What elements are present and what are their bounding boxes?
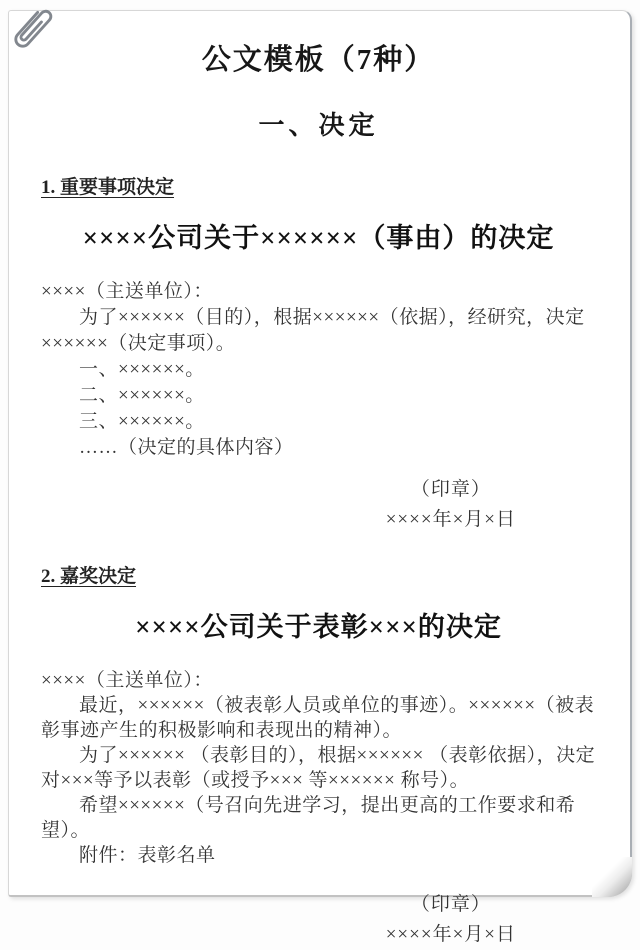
page-curl: [592, 857, 632, 897]
body-paragraph: 希望××××××（号召向先进学习，提出更高的工作要求和希望）。: [41, 795, 576, 841]
template-label-text: 1. 重要事项决定: [41, 177, 175, 198]
template-section-decision: [41, 172, 596, 535]
body-paragraph: 为了×××××× （表彰目的），根据×××××× （表彰依据），决定对×××等予以表彰（或授予××× 等×××××× 称号）。: [41, 745, 596, 791]
list-item: 一、××××××。: [79, 359, 205, 380]
document-paper: [8, 10, 632, 945]
template-label: [41, 172, 596, 199]
date-placeholder: ××××年×月×日: [385, 924, 516, 945]
attachment-line: 附件：表彰名单: [79, 845, 216, 866]
page-title: 公文模板（7种）: [201, 44, 436, 76]
signature-block: [386, 890, 516, 950]
salutation-line: ××××（主送单位）：: [41, 670, 213, 691]
template-body: [41, 668, 596, 868]
list-item: ……（决定的具体内容）: [79, 437, 294, 458]
seal-placeholder: （印章）: [410, 894, 491, 915]
template-body: [41, 279, 596, 461]
salutation-line: ××××（主送单位）：: [41, 281, 213, 302]
template-section-commendation: [41, 561, 596, 950]
list-item: 三、××××××。: [79, 411, 205, 432]
body-paragraph: 为了××××××（目的），根据××××××（依据），经研究，决定××××××（决定事项）。: [41, 307, 585, 354]
list-item: 二、××××××。: [79, 385, 205, 406]
template-label: [41, 561, 596, 588]
section-heading: 一、决定: [258, 111, 379, 140]
date-placeholder: ××××年×月×日: [385, 509, 516, 530]
seal-placeholder: （印章）: [410, 479, 491, 500]
template-heading: ××××公司关于××××××（事由）的决定: [82, 223, 555, 253]
template-heading: ××××公司关于表彰×××的决定: [135, 612, 502, 642]
body-paragraph: 最近，××××××（被表彰人员或单位的事迹）。××××××（被表彰事迹产生的积极影响和表现出的精神）。: [41, 695, 595, 741]
signature-block: [386, 475, 516, 535]
template-label-text: 2. 嘉奖决定: [41, 566, 137, 587]
